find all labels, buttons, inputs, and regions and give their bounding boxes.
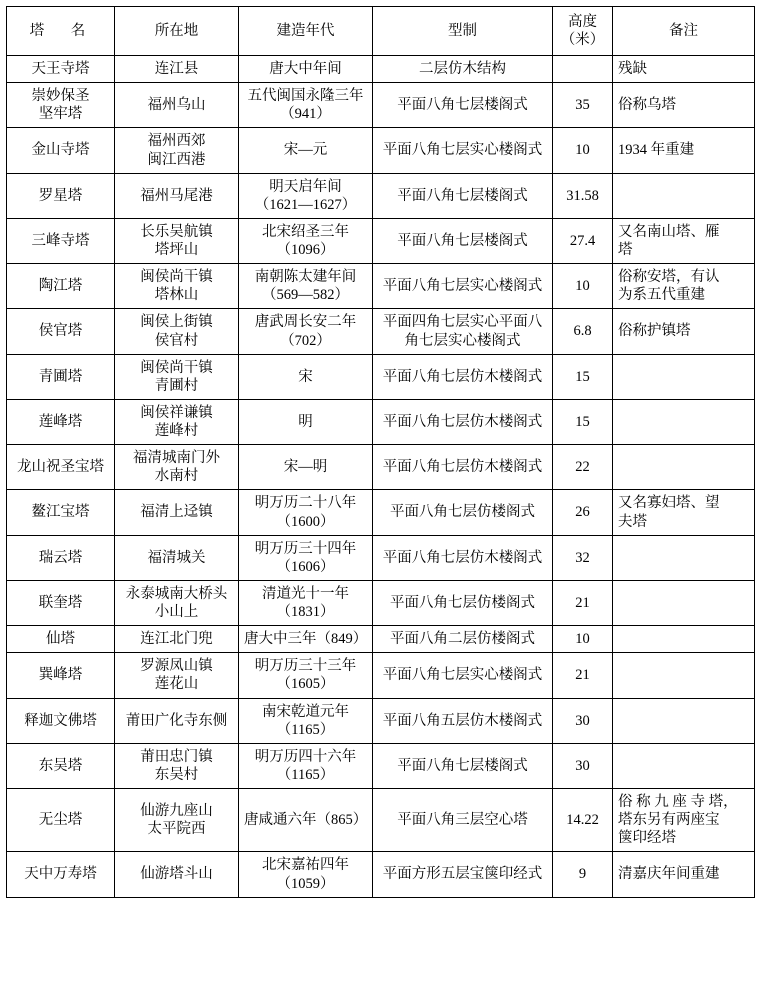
cell-name-line: 金山寺塔 — [31, 142, 90, 159]
column-header-location: 所在地 — [115, 7, 239, 56]
cell-location — [115, 173, 239, 218]
cell-name — [7, 128, 115, 173]
pagoda-list-table — [6, 6, 755, 898]
table-row — [7, 698, 755, 743]
cell-style-line: 平面八角五层仿木楼阁式 — [382, 712, 543, 729]
cell-era-line: 明万历三十三年 — [254, 658, 357, 675]
cell-location-line: 福清上迳镇 — [140, 504, 213, 521]
cell-location-line: 莆田广化寺东侧 — [125, 712, 228, 729]
table-row — [7, 653, 755, 698]
cell-location-line: 长乐吴航镇 — [140, 223, 213, 240]
cell-location — [115, 852, 239, 897]
cell-name — [7, 626, 115, 653]
cell-location-line: 侯官村 — [154, 332, 199, 349]
cell-style-line: 平面四角七层实心平面八 — [382, 314, 543, 331]
cell-era-line: （569—582） — [262, 287, 349, 304]
cell-era-line: 唐咸通六年（865） — [244, 812, 368, 829]
cell-name — [7, 83, 115, 128]
cell-location-line: 青圃村 — [154, 377, 199, 394]
cell-name — [7, 445, 115, 490]
table-row — [7, 535, 755, 580]
cell-era — [239, 309, 373, 354]
cell-height: 30 — [553, 698, 613, 743]
cell-height: 27.4 — [553, 218, 613, 263]
cell-height: 21 — [553, 580, 613, 625]
cell-remarks-line: 俗称安塔，有认 — [618, 269, 720, 286]
cell-era-line: 唐武周长安二年 — [254, 314, 357, 331]
cell-remarks — [613, 399, 755, 444]
cell-name-line: 陶江塔 — [38, 278, 83, 295]
cell-era — [239, 445, 373, 490]
cell-era — [239, 173, 373, 218]
cell-location-line: 罗源凤山镇 — [140, 658, 213, 675]
table-row — [7, 399, 755, 444]
cell-era — [239, 535, 373, 580]
cell-name-line: 崇妙保圣 — [31, 88, 90, 105]
table-header — [7, 7, 755, 56]
cell-remarks — [613, 445, 755, 490]
table-row — [7, 264, 755, 309]
cell-height: 35 — [553, 83, 613, 128]
cell-era-line: 宋—元 — [283, 142, 328, 159]
cell-location-line: 连江县 — [154, 61, 199, 77]
cell-era-line: 宋—明 — [283, 459, 328, 476]
cell-era — [239, 490, 373, 535]
cell-era — [239, 83, 373, 128]
cell-height: 10 — [553, 626, 613, 653]
cell-era — [239, 354, 373, 399]
cell-style — [373, 128, 553, 173]
cell-era-line: 明万历四十六年 — [254, 748, 357, 765]
cell-location — [115, 698, 239, 743]
cell-style-line: 平面八角七层仿木楼阁式 — [382, 413, 543, 430]
cell-remarks — [613, 789, 755, 852]
column-header-name-text: 塔 名 — [29, 22, 92, 39]
cell-location — [115, 399, 239, 444]
cell-remarks-line: 塔 — [618, 242, 633, 258]
cell-style-line: 平面八角三层空心塔 — [397, 812, 528, 829]
cell-era-line: 南朝陈太建年间 — [254, 269, 357, 286]
cell-style-line: 平面八角七层仿木楼阁式 — [382, 459, 543, 476]
cell-remarks-line: 又名寡妇塔、望 — [618, 495, 720, 512]
cell-style — [373, 173, 553, 218]
table-row — [7, 743, 755, 788]
cell-remarks — [613, 653, 755, 698]
cell-style-line: 平面八角七层楼阁式 — [397, 97, 528, 114]
table-header-row — [7, 7, 755, 56]
cell-style-line: 平面八角二层仿楼阁式 — [390, 631, 535, 648]
cell-era-line: 明万历三十四年 — [254, 540, 357, 557]
cell-era-line: 宋 — [298, 368, 313, 385]
cell-location — [115, 56, 239, 83]
cell-era-line: 唐大中年间 — [269, 61, 342, 77]
cell-remarks-line: 俗称乌塔 — [618, 97, 676, 114]
cell-era — [239, 218, 373, 263]
cell-remarks-line: 又名南山塔、雁 — [618, 223, 720, 240]
cell-name — [7, 399, 115, 444]
cell-location-line: 闽侯尚干镇 — [140, 269, 213, 286]
cell-height: 10 — [553, 128, 613, 173]
cell-style — [373, 56, 553, 83]
cell-style-line: 平面八角七层楼阁式 — [397, 187, 528, 204]
table-row — [7, 56, 755, 83]
cell-location-line: 东吴村 — [154, 766, 199, 783]
table-row — [7, 852, 755, 897]
cell-style-line: 平面方形五层宝箧印经式 — [382, 866, 543, 883]
cell-remarks — [613, 626, 755, 653]
cell-name-line: 仙塔 — [46, 631, 75, 648]
cell-remarks-line: 塔东另有两座宝 — [618, 812, 720, 829]
cell-name-line: 天王寺塔 — [31, 61, 90, 77]
cell-era — [239, 698, 373, 743]
cell-name-line: 侯官塔 — [38, 323, 83, 340]
cell-location-line: 太平院西 — [147, 821, 206, 838]
cell-name-line: 罗星塔 — [38, 187, 83, 204]
cell-era — [239, 653, 373, 698]
cell-height: 9 — [553, 852, 613, 897]
column-header-era: 建造年代 — [239, 7, 373, 56]
cell-location-line: 福清城关 — [147, 549, 206, 566]
cell-name-line: 瑞云塔 — [38, 549, 83, 566]
cell-location-line: 莲花山 — [154, 676, 199, 693]
cell-style-line: 平面八角七层楼阁式 — [397, 757, 528, 774]
cell-style-line: 平面八角七层实心楼阁式 — [382, 142, 543, 159]
cell-era-line: （1165） — [276, 766, 335, 783]
table-row — [7, 173, 755, 218]
cell-height: 15 — [553, 399, 613, 444]
cell-style-line: 平面八角七层楼阁式 — [397, 232, 528, 249]
cell-era-line: 清道光十一年 — [262, 585, 349, 602]
cell-style-line: 平面八角七层仿木楼阁式 — [382, 549, 543, 566]
cell-style-line: 平面八角七层仿楼阁式 — [390, 594, 535, 611]
cell-style — [373, 445, 553, 490]
cell-location-line: 福清城南门外 — [133, 450, 220, 467]
cell-name — [7, 218, 115, 263]
cell-era-line: 北宋绍圣三年 — [262, 223, 349, 240]
cell-era-line: （1600） — [276, 513, 335, 530]
cell-era — [239, 128, 373, 173]
cell-style — [373, 83, 553, 128]
table-row — [7, 354, 755, 399]
cell-style-line: 平面八角七层实心楼阁式 — [382, 667, 543, 684]
table-row — [7, 789, 755, 852]
cell-remarks — [613, 128, 755, 173]
cell-location-line: 福州马尾港 — [140, 187, 213, 204]
cell-era-line: 南宋乾道元年 — [262, 703, 349, 720]
cell-location-line: 闽侯上街镇 — [140, 314, 213, 331]
cell-name — [7, 354, 115, 399]
cell-location-line: 闽侯祥谦镇 — [140, 404, 213, 421]
cell-style — [373, 264, 553, 309]
cell-name — [7, 309, 115, 354]
cell-height: 31.58 — [553, 173, 613, 218]
cell-height: 30 — [553, 743, 613, 788]
cell-location — [115, 83, 239, 128]
cell-location — [115, 490, 239, 535]
cell-height: 15 — [553, 354, 613, 399]
table-row — [7, 580, 755, 625]
column-header-name — [7, 7, 115, 56]
cell-era — [239, 743, 373, 788]
cell-height: 26 — [553, 490, 613, 535]
cell-remarks-line: 夫塔 — [618, 513, 647, 530]
cell-name-line: 东吴塔 — [38, 757, 83, 774]
cell-style — [373, 309, 553, 354]
cell-style-line: 平面八角七层仿楼阁式 — [390, 504, 535, 521]
table-row — [7, 128, 755, 173]
cell-era — [239, 264, 373, 309]
cell-style — [373, 698, 553, 743]
cell-style — [373, 626, 553, 653]
cell-name — [7, 56, 115, 83]
cell-location — [115, 128, 239, 173]
cell-era — [239, 852, 373, 897]
cell-location-line: 水南村 — [154, 468, 199, 485]
cell-remarks-line: 箧印经塔 — [618, 830, 676, 847]
cell-remarks-line: 俗 称 九 座 寺 塔， — [618, 794, 738, 810]
cell-name-line: 释迦文佛塔 — [24, 712, 97, 729]
cell-era-line: （941） — [280, 106, 331, 123]
cell-era-line: （702） — [280, 332, 331, 349]
cell-style — [373, 653, 553, 698]
cell-era-line: 明天启年间 — [269, 178, 342, 195]
cell-height: 14.22 — [553, 789, 613, 852]
cell-name — [7, 264, 115, 309]
column-header-style: 型制 — [373, 7, 553, 56]
cell-style — [373, 580, 553, 625]
cell-remarks — [613, 264, 755, 309]
cell-location — [115, 789, 239, 852]
cell-height — [553, 56, 613, 83]
cell-era — [239, 626, 373, 653]
cell-remarks — [613, 698, 755, 743]
cell-location — [115, 309, 239, 354]
cell-era-line: （1621—1627） — [254, 196, 357, 213]
table-row — [7, 218, 755, 263]
cell-style-line: 平面八角七层仿木楼阁式 — [382, 368, 543, 385]
cell-name-line: 坚牢塔 — [38, 106, 83, 123]
cell-remarks — [613, 83, 755, 128]
cell-style — [373, 852, 553, 897]
cell-name — [7, 698, 115, 743]
cell-remarks-line: 俗称护镇塔 — [618, 323, 691, 340]
cell-remarks — [613, 218, 755, 263]
cell-style — [373, 218, 553, 263]
cell-style-line: 二层仿木结构 — [419, 61, 506, 77]
cell-era — [239, 56, 373, 83]
cell-remarks-line: 为系五代重建 — [618, 287, 705, 304]
cell-name-line: 三峰寺塔 — [31, 232, 90, 249]
cell-height: 32 — [553, 535, 613, 580]
cell-location-line: 仙游塔斗山 — [140, 866, 213, 883]
cell-location — [115, 653, 239, 698]
cell-remarks — [613, 173, 755, 218]
cell-era-line: 明 — [298, 413, 313, 430]
cell-remarks — [613, 852, 755, 897]
cell-location-line: 闽侯尚干镇 — [140, 359, 213, 376]
cell-remarks-line: 1934 年重建 — [618, 142, 695, 159]
cell-height: 22 — [553, 445, 613, 490]
cell-name-line: 龙山祝圣宝塔 — [17, 459, 104, 476]
cell-location-line: 塔林山 — [154, 287, 199, 304]
cell-style-line: 角七层实心楼阁式 — [404, 332, 521, 349]
cell-era-line: （1059） — [276, 875, 335, 892]
cell-location-line: 福州乌山 — [147, 97, 206, 114]
cell-era-line: （1165） — [276, 721, 335, 738]
cell-location-line: 莲峰村 — [154, 423, 199, 439]
cell-name — [7, 653, 115, 698]
cell-name — [7, 173, 115, 218]
column-header-height-line1: 高度 — [568, 13, 597, 30]
cell-location — [115, 743, 239, 788]
cell-location-line: 仙游九座山 — [140, 803, 213, 820]
cell-era-line: 五代闽国永隆三年 — [247, 88, 364, 105]
cell-era-line: 明万历二十八年 — [254, 495, 357, 512]
cell-name-line: 天中万寿塔 — [24, 866, 97, 883]
cell-style — [373, 789, 553, 852]
cell-location-line: 永泰城南大桥头 — [125, 585, 228, 602]
cell-location-line: 小山上 — [154, 604, 199, 620]
cell-style-line: 平面八角七层实心楼阁式 — [382, 278, 543, 295]
cell-era-line: 北宋嘉祐四年 — [262, 857, 349, 874]
cell-era — [239, 789, 373, 852]
cell-era-line: （1831） — [276, 604, 335, 620]
cell-name-line: 无尘塔 — [38, 812, 83, 829]
table-row — [7, 445, 755, 490]
table-row — [7, 83, 755, 128]
cell-height: 21 — [553, 653, 613, 698]
cell-name-line: 莲峰塔 — [38, 413, 83, 430]
cell-style — [373, 535, 553, 580]
cell-location-line: 福州西郊 — [147, 133, 206, 150]
cell-location — [115, 626, 239, 653]
cell-height: 10 — [553, 264, 613, 309]
cell-name — [7, 580, 115, 625]
cell-name — [7, 852, 115, 897]
cell-remarks — [613, 309, 755, 354]
cell-location — [115, 535, 239, 580]
cell-location-line: 塔坪山 — [154, 242, 199, 258]
cell-name — [7, 743, 115, 788]
cell-era-line: （1096） — [276, 242, 335, 258]
cell-name-line: 联奎塔 — [38, 594, 83, 611]
cell-remarks — [613, 490, 755, 535]
cell-name-line: 鳌江宝塔 — [31, 504, 90, 521]
cell-name-line: 巽峰塔 — [38, 667, 83, 684]
column-header-height-line2: （米） — [560, 32, 605, 48]
cell-era — [239, 580, 373, 625]
cell-remarks-line: 残缺 — [618, 61, 647, 77]
cell-location-line: 闽江西港 — [147, 151, 206, 168]
table-row — [7, 490, 755, 535]
cell-style — [373, 399, 553, 444]
cell-era-line: 唐大中三年（849） — [244, 631, 368, 648]
cell-era — [239, 399, 373, 444]
cell-era-line: （1605） — [276, 676, 335, 693]
table-row — [7, 309, 755, 354]
cell-style — [373, 743, 553, 788]
cell-height: 6.8 — [553, 309, 613, 354]
cell-remarks-line: 清嘉庆年间重建 — [618, 866, 720, 883]
cell-location — [115, 580, 239, 625]
cell-name — [7, 789, 115, 852]
cell-remarks — [613, 743, 755, 788]
cell-name — [7, 490, 115, 535]
cell-location-line: 连江北门兜 — [140, 631, 213, 648]
column-header-height — [553, 7, 613, 56]
cell-location — [115, 218, 239, 263]
column-header-remarks: 备注 — [613, 7, 755, 56]
cell-location — [115, 354, 239, 399]
cell-style — [373, 490, 553, 535]
table-row — [7, 626, 755, 653]
cell-name — [7, 535, 115, 580]
cell-remarks — [613, 580, 755, 625]
cell-remarks — [613, 56, 755, 83]
cell-name-line: 青圃塔 — [38, 368, 83, 385]
cell-remarks — [613, 354, 755, 399]
cell-style — [373, 354, 553, 399]
cell-location — [115, 264, 239, 309]
cell-era-line: （1606） — [276, 558, 335, 575]
cell-location — [115, 445, 239, 490]
cell-location-line: 莆田忠门镇 — [140, 748, 213, 765]
cell-remarks — [613, 535, 755, 580]
table-body — [7, 56, 755, 898]
